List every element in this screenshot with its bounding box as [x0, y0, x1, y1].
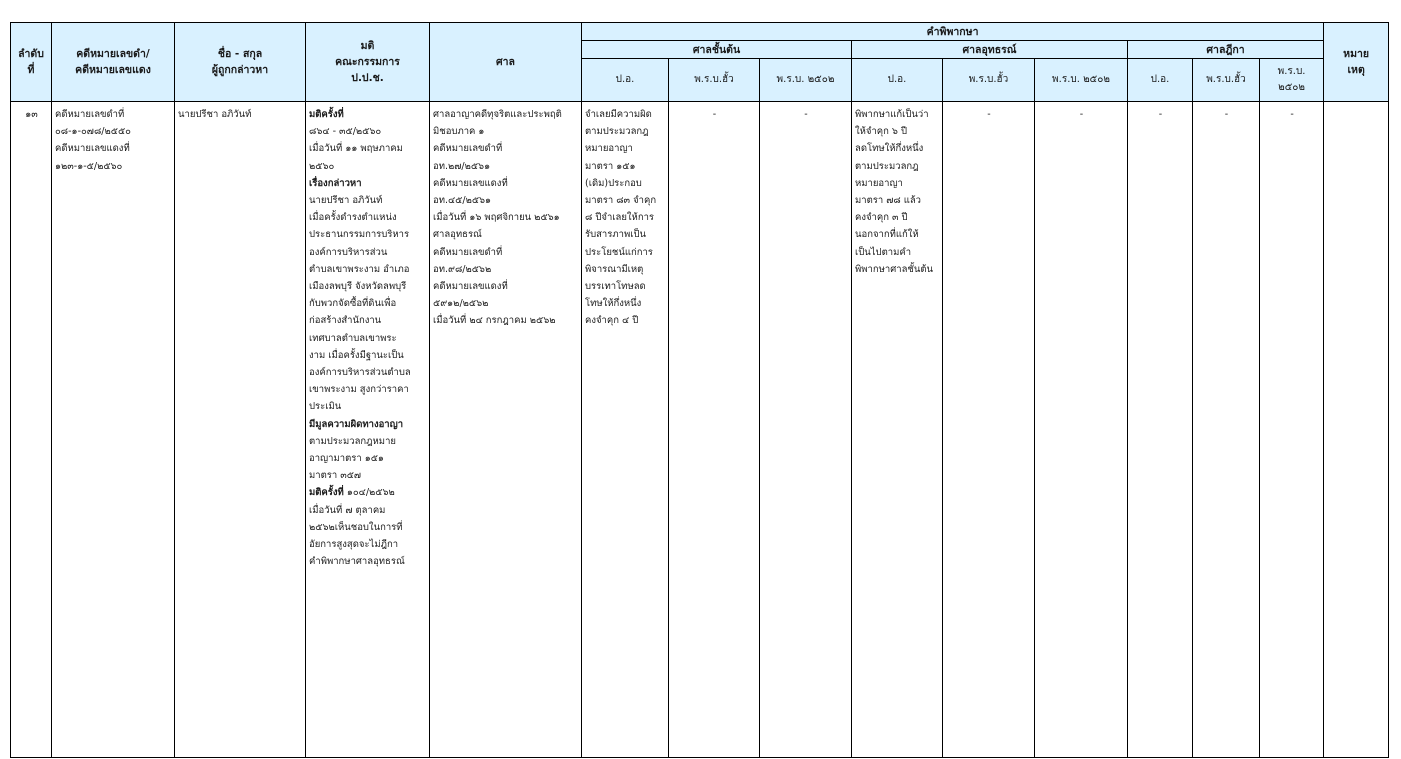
- header-court: ศาล: [430, 23, 582, 102]
- resolution-line: มีมูลความผิดทางอาญา: [309, 418, 404, 430]
- header-appeal-prb: พ.ร.บ.ฮั้ว: [943, 59, 1035, 102]
- resolution-line: นายปรีชา อภิวันท์: [309, 195, 383, 207]
- text-line: มาตรา ๗๘ แล้ว: [855, 195, 921, 207]
- cell-court: [430, 102, 582, 758]
- resolution-line: ก่อสร้างสำนักงาน: [309, 315, 382, 327]
- text-line: พิจารณามีเหตุ: [585, 263, 644, 275]
- text-line: อท.๒๗/๒๕๖๑: [433, 160, 491, 172]
- text-line: ตามประมวลกฎ: [585, 126, 649, 138]
- resolution-line: มาตรา ๓๕๗: [309, 470, 362, 482]
- header-first-2502: พ.ร.บ. ๒๕๐๒: [760, 59, 852, 102]
- text-line: พิพากษาแก้เป็นว่า: [855, 109, 929, 120]
- cell-supreme-pa: -: [1128, 102, 1193, 758]
- text-line: มาตรา ๑๕๑: [585, 160, 636, 172]
- text-line: อท.๔๕/๒๕๖๑: [433, 195, 492, 207]
- text-line: ประโยชน์แก่การ: [585, 246, 653, 258]
- cell-first-2502: -: [760, 102, 852, 758]
- text-line: หมายอาญา: [585, 143, 633, 155]
- header-resolution: มติ คณะกรรมการ ป.ป.ช.: [306, 23, 430, 102]
- text-line: หมายอาญา: [855, 177, 903, 189]
- resolution-line: ประธานกรรมการบริหาร: [309, 229, 410, 241]
- text-line: โทษให้กึ่งหนึ่ง: [585, 298, 642, 310]
- resolution-line: เมื่อวันที่ ๑๑ พฤษภาคม: [309, 143, 403, 155]
- resolution-line: งาม เมื่อครั้งมีฐานะเป็น: [309, 349, 404, 361]
- text-line: ให้จำคุก ๖ ปี: [855, 126, 908, 138]
- cell-supreme-prb: -: [1193, 102, 1260, 758]
- table-row: [11, 102, 1389, 758]
- cell-case-no: คดีหมายเลขดำที่ ๐๘-๑-๐๗๘/๒๕๕๐ คดีหมายเลขแดงที่ ๑๒๓-๑-๕/๒๕๖๐: [52, 102, 175, 758]
- resolution-line: ๒๕๖๐: [309, 160, 335, 172]
- resolution-line: เรื่องกล่าวหา: [309, 177, 362, 189]
- cell-first-prb: -: [669, 102, 760, 758]
- text-line: อท.๙๘/๒๕๖๒: [433, 263, 492, 275]
- resolution-line: อัยการสูงสุดจะไม่ฎีกา: [309, 539, 399, 551]
- resolution-line: ตามประมวลกฎหมาย: [309, 435, 396, 447]
- resolution-line: คำพิพากษาศาลอุทธรณ์: [309, 556, 405, 568]
- text-line: เป็นไปตามคำ: [855, 246, 912, 258]
- resolution-line: ๒๕๖๒เห็นชอบในการที่: [309, 521, 403, 533]
- header-first-prb: พ.ร.บ.ฮั้ว: [669, 59, 760, 102]
- header-remark: หมาย เหตุ: [1324, 23, 1389, 102]
- text-line: ศาลอาญาคดีทุจริตและประพฤติ: [433, 109, 562, 120]
- header-first-instance: ศาลชั้นต้น: [582, 41, 852, 59]
- cell-appeal-2502: -: [1035, 102, 1128, 758]
- text-line: บรรเทาโทษลด: [585, 281, 646, 293]
- text-line: ศาลอุทธรณ์: [433, 229, 482, 241]
- cell-resolution: [306, 102, 430, 758]
- cell-remark: [1324, 102, 1389, 758]
- text-line: คดีหมายเลขแดงที่: [433, 177, 508, 189]
- text-line: ๕๙๑๒/๒๕๖๒: [433, 298, 489, 310]
- header-appeal-pa: ป.อ.: [852, 59, 943, 102]
- text-line: ตามประมวลกฎ: [855, 160, 919, 172]
- resolution-line: องค์การบริหารส่วน: [309, 246, 388, 258]
- header-appeal-2502: พ.ร.บ. ๒๕๐๒: [1035, 59, 1128, 102]
- text-line: มาตรา ๘๓ จำคุก: [585, 195, 657, 207]
- cell-appeal-pa: [852, 102, 943, 758]
- text-line: คดีหมายเลขดำที่: [433, 143, 503, 155]
- resolution-line: มติครั้งที่: [309, 109, 344, 120]
- text-line: เมื่อวันที่ ๒๔ กรกฎาคม ๒๕๖๒: [433, 315, 556, 327]
- cell-supreme-2502: -: [1260, 102, 1324, 758]
- header-seq: ลำดับ ที่: [11, 23, 52, 102]
- text-line: (เดิม)ประกอบ: [585, 177, 642, 189]
- cell-first-pa: [582, 102, 669, 758]
- text-line: คดีหมายเลขแดงที่: [433, 281, 508, 293]
- resolution-line: มติครั้งที่ ๑๐๔/๒๕๖๒: [309, 487, 395, 499]
- header-name: ชื่อ - สกุล ผู้ถูกกล่าวหา: [175, 23, 306, 102]
- header-supreme: ศาลฎีกา: [1128, 41, 1324, 59]
- text-line: นอกจากที่แก้ให้: [855, 229, 919, 241]
- text-line: มิชอบภาค ๑: [433, 126, 485, 138]
- resolution-line: อาญามาตรา ๑๕๑: [309, 453, 384, 465]
- resolution-line: กับพวกจัดซื้อที่ดินเพื่อ: [309, 298, 397, 310]
- cell-name: นายปรีชา อภิวันท์: [175, 102, 306, 758]
- resolution-line: เมื่อครั้งดำรงตำแหน่ง: [309, 212, 397, 224]
- resolution-line: เทศบาลตำบลเขาพระ: [309, 332, 397, 344]
- header-supreme-pa: ป.อ.: [1128, 59, 1193, 102]
- resolution-line: ประเมิน: [309, 401, 342, 413]
- resolution-line: เมื่อวันที่ ๗ ตุลาคม: [309, 504, 386, 516]
- header-supreme-prb: พ.ร.บ.ฮั้ว: [1193, 59, 1260, 102]
- text-line: คงจำคุก ๔ ปี: [585, 315, 639, 327]
- header-judgment: คำพิพากษา: [582, 23, 1324, 41]
- cell-seq: ๑๓: [11, 102, 52, 758]
- text-line: คดีหมายเลขดำที่: [433, 246, 503, 258]
- header-appeal: ศาลอุทธรณ์: [852, 41, 1128, 59]
- text-line: คงจำคุก ๓ ปี: [855, 212, 908, 224]
- resolution-line: ตำบลเขาพระงาม อำเภอ: [309, 263, 410, 275]
- header-supreme-2502: พ.ร.บ. ๒๕๐๒: [1260, 59, 1324, 102]
- text-line: จำเลยมีความผิด: [585, 109, 652, 120]
- header-first-pa: ป.อ.: [582, 59, 669, 102]
- cell-appeal-prb: -: [943, 102, 1035, 758]
- text-line: ๘ ปีจำเลยให้การ: [585, 212, 655, 224]
- text-line: เมื่อวันที่ ๑๖ พฤศจิกายน ๒๕๖๑: [433, 212, 560, 224]
- resolution-line: เมืองลพบุรี จังหวัดลพบุรี: [309, 281, 407, 293]
- resolution-line: เขาพระงาม สูงกว่าราคา: [309, 384, 409, 396]
- resolution-line: ๘๖๔ - ๓๕/๒๕๖๐: [309, 126, 382, 138]
- case-table: [10, 22, 1389, 758]
- text-line: พิพากษาศาลชั้นต้น: [855, 263, 933, 275]
- header-case-no: คดีหมายเลขดำ/ คดีหมายเลขแดง: [52, 23, 175, 102]
- resolution-line: องค์การบริหารส่วนตำบล: [309, 367, 411, 379]
- text-line: รับสารภาพเป็น: [585, 229, 646, 241]
- text-line: ลดโทษให้กึ่งหนึ่ง: [855, 143, 924, 155]
